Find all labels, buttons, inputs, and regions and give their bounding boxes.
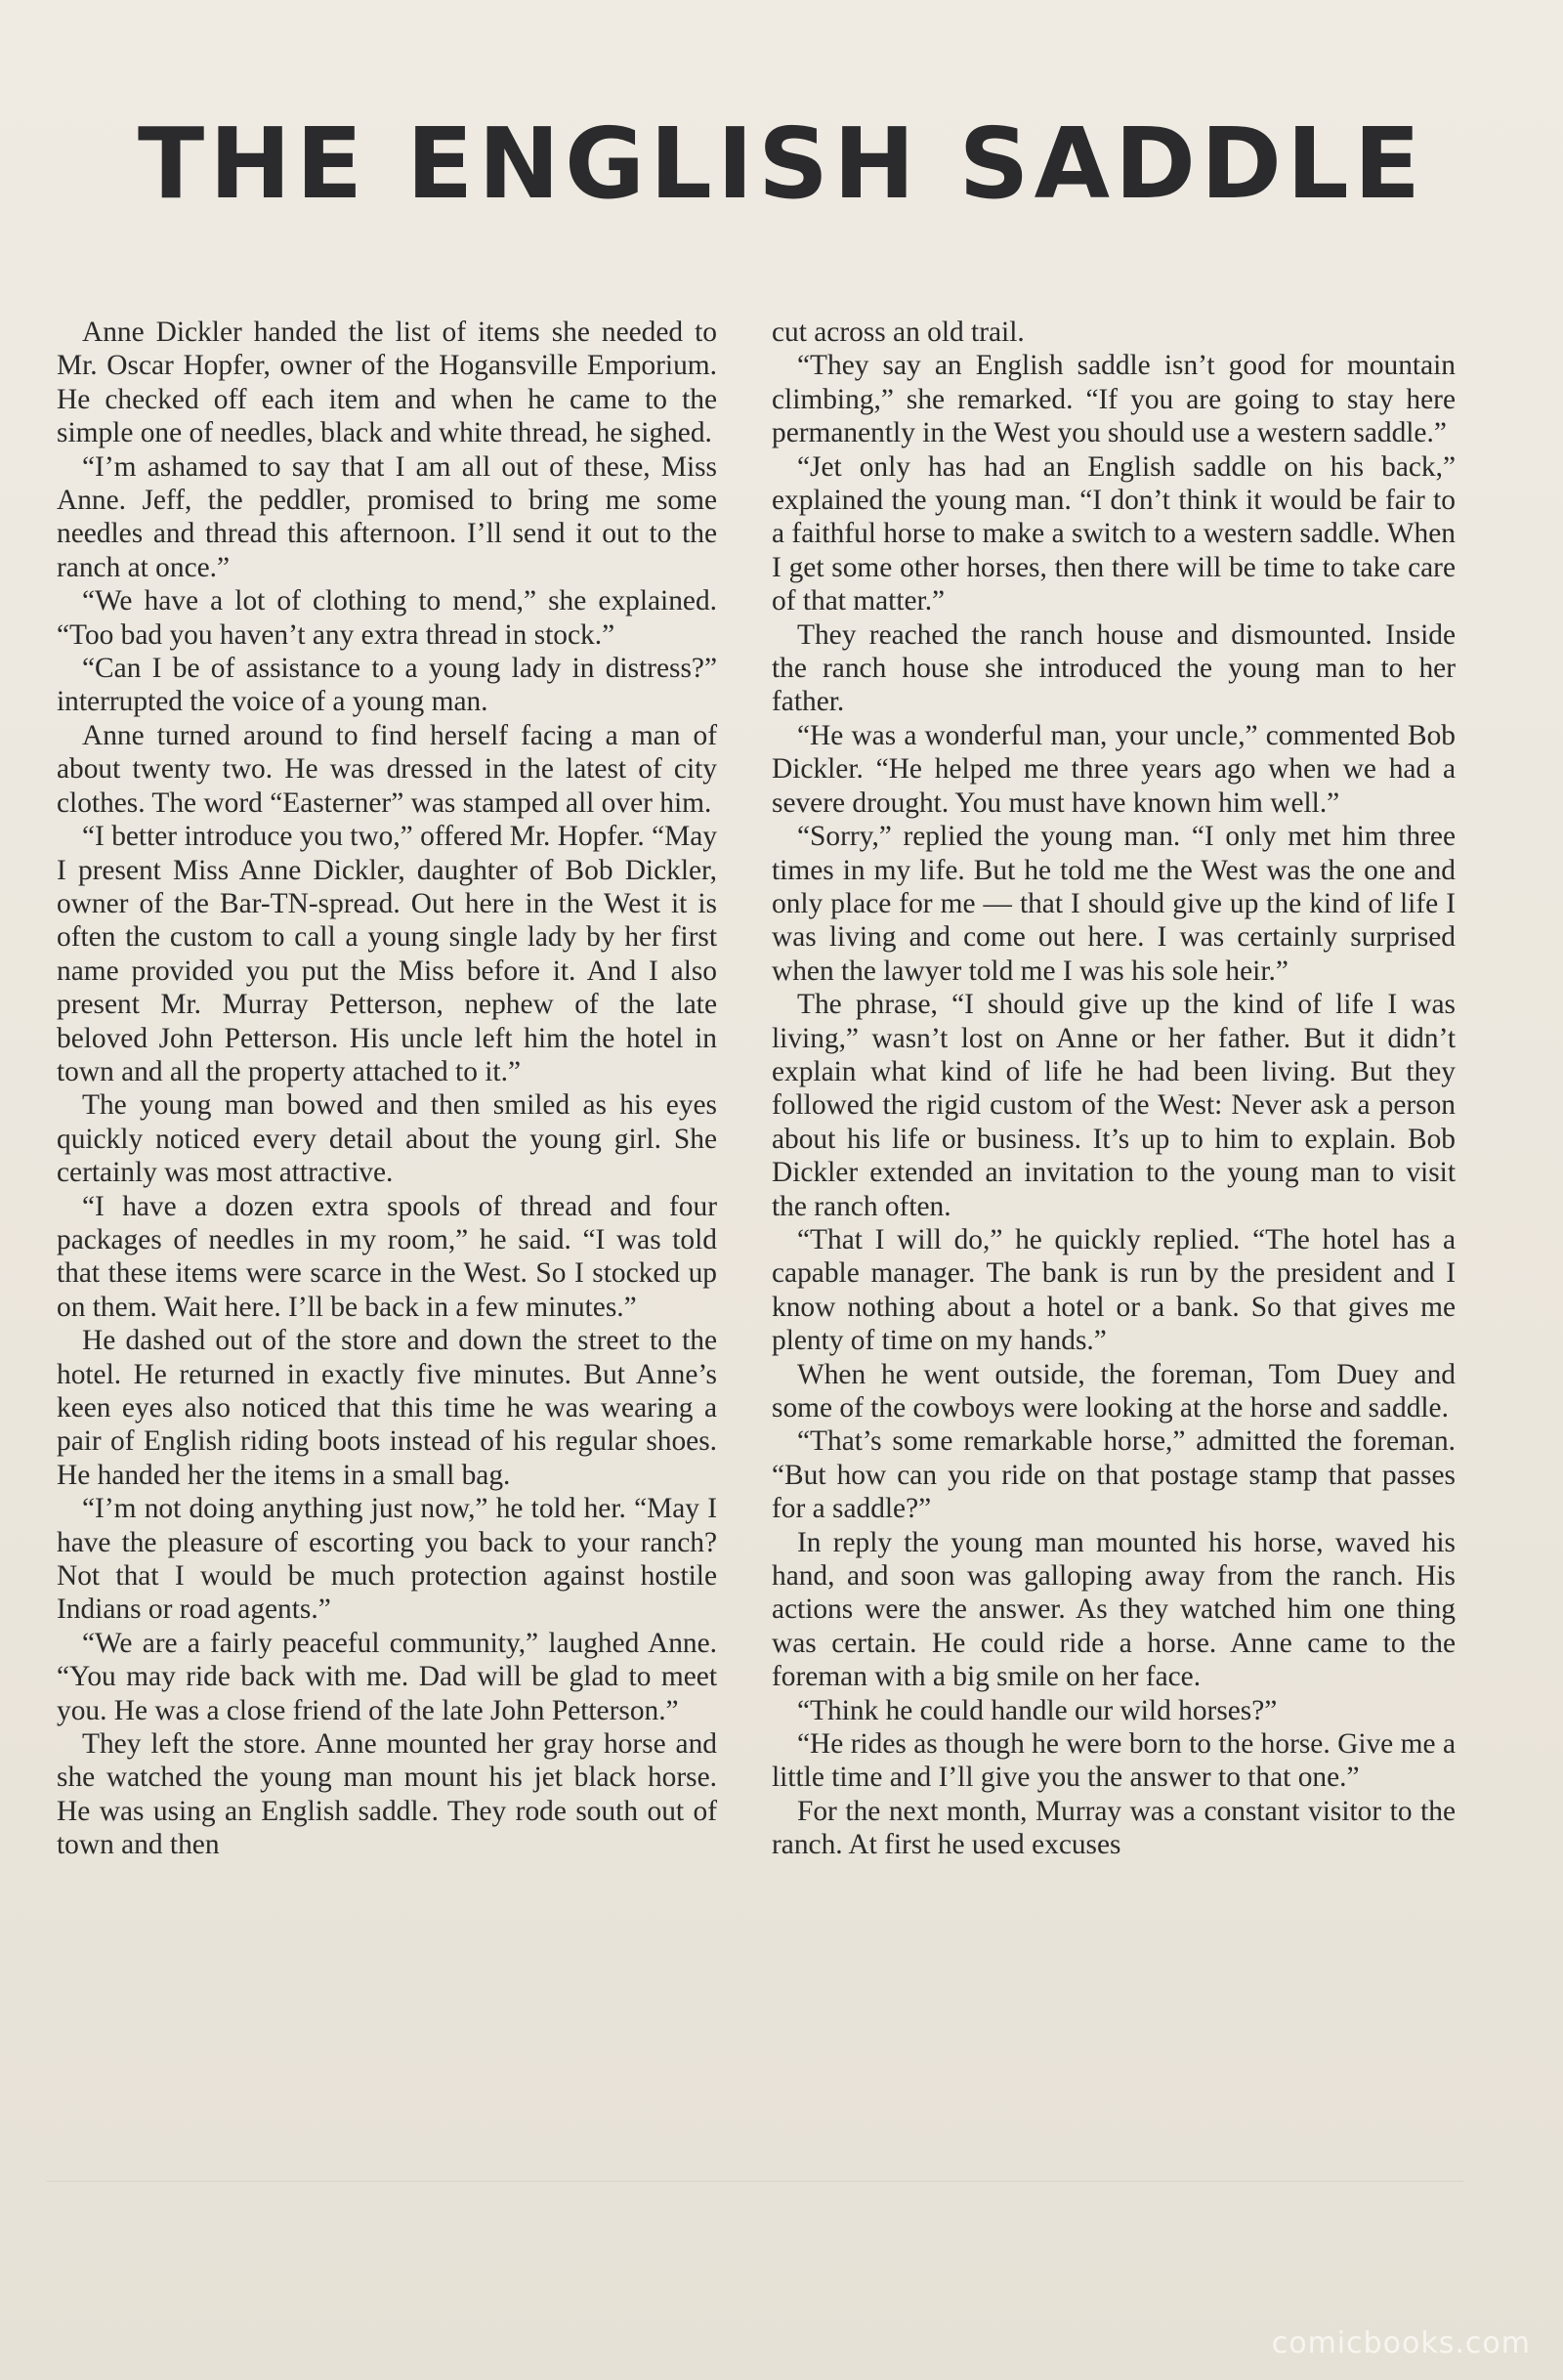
paragraph: “They say an English saddle isn’t good for mountain climbing,” she remarked. “If you are going to stay here permanently in the West you should use a western saddle.” — [772, 350, 1456, 449]
paragraph: “He was a wonderful man, your uncle,” commented Bob Dickler. “He helped me three years ago when we had a severe drought. You must have known him well.” — [772, 719, 1456, 819]
paragraph: They left the store. Anne mounted her gray horse and she watched the young man mount his jet black horse. He was using an English saddle. They rode south out of town and then — [57, 1728, 717, 1861]
right-column — [772, 316, 1456, 1862]
paragraph: “We are a fairly peaceful community,” laughed Anne. “You may ride back with me. Dad will be glad to meet you. He was a close friend of the late John Petterson.” — [57, 1627, 717, 1726]
paragraph: When he went outside, the foreman, Tom Duey and some of the cowboys were looking at the horse and saddle. — [772, 1358, 1456, 1424]
paragraph: “I’m ashamed to say that I am all out of these, Miss Anne. Jeff, the peddler, promised to bring me some needles and thread this afternoon. I’ll send it out to the ranch at once.” — [57, 450, 717, 583]
bottom-divider — [47, 2181, 1463, 2182]
paragraph: In reply the young man mounted his horse, waved his hand, and soon was galloping away from the ranch. His actions were the answer. As they watched him one thing was certain. He could ride a horse. Anne came to the foreman with a big smile on her face. — [772, 1526, 1456, 1693]
paragraph: “Jet only has had an English saddle on his back,” explained the young man. “I don’t think it would be fair to a faithful horse to make a switch to a western saddle. When I get some other horses, then there will be time to take care of that matter.” — [772, 450, 1456, 617]
paragraph: Anne turned around to find herself facing a man of about twenty two. He was dressed in the latest of city clothes. The word “Easterner” was stamped all over him. — [57, 719, 717, 819]
paragraph: “That’s some remarkable horse,” admitted the foreman. “But how can you ride on that postage stamp that passes for a saddle?” — [772, 1425, 1456, 1525]
paragraph: “We have a lot of clothing to mend,” she explained. “Too bad you haven’t any extra thread in stock.” — [57, 585, 717, 651]
paragraph: Anne Dickler handed the list of items she needed to Mr. Oscar Hopfer, owner of the Hogansville Emporium. He checked off each item and when he came to the simple one of needles, black and white thread, he sighed. — [57, 317, 717, 449]
paragraph: “I have a dozen extra spools of thread and four packages of needles in my room,” he said. “I was told that these items were scarce in the West. So I stocked up on them. Wait here. I’ll be back in a few minutes.” — [57, 1190, 717, 1323]
paragraph: “Think he could handle our wild horses?” — [797, 1694, 1278, 1726]
left-column — [57, 316, 717, 1862]
paragraph: He dashed out of the store and down the street to the hotel. He returned in exactly five minutes. But Anne’s keen eyes also noticed that this time he was wearing a pair of English riding boots instead of his regular shoes. He handed her the items in a small bag. — [57, 1325, 717, 1491]
paragraph: “I better introduce you two,” offered Mr. Hopfer. “May I present Miss Anne Dickler, daughter of Bob Dickler, owner of the Bar-TN-spread. Out here in the West it is often the custom to call a young single lady by her first name provided you put the Miss before it. And I also present Mr. Murray Petterson, nephew of the late beloved John Petterson. His uncle left him the hotel in town and all the property attached to it.” — [57, 821, 717, 1087]
paragraph: “That I will do,” he quickly replied. “The hotel has a capable manager. The bank is run by the president and I know nothing about a hotel or a bank. So that gives me plenty of time on my hands.” — [772, 1223, 1456, 1357]
paragraph: The young man bowed and then smiled as his eyes quickly noticed every detail about the young girl. She certainly was most attractive. — [57, 1089, 717, 1189]
paragraph: The phrase, “I should give up the kind of life I was living,” wasn’t lost on Anne or her father. But it didn’t explain what kind of life he had been living. But they followed the rigid custom of the West: Never ask a person about his life or business. It’s up to him to explain. Bob Dickler extended an invitation to the young man to visit the ranch often. — [772, 989, 1456, 1222]
paragraph: They reached the ranch house and dismounted. Inside the ranch house she introduced the young man to her father. — [772, 618, 1456, 718]
paragraph-continuation: cut across an old trail. — [772, 317, 1025, 348]
story-title: THE ENGLISH SADDLE — [137, 106, 1426, 221]
paragraph: For the next month, Murray was a constant visitor to the ranch. At first he used excuses — [772, 1795, 1456, 1861]
paragraph: “Sorry,” replied the young man. “I only met him three times in my life. But he told me the West was the one and only place for me — that I should give up the kind of life I was living and come out here. I was certainly surprised when the lawyer told me I was his sole heir.” — [772, 821, 1456, 987]
paragraph: “I’m not doing anything just now,” he told her. “May I have the pleasure of escorting you back to your ranch? Not that I would be much protection against hostile Indians or road agents.” — [57, 1493, 717, 1626]
paragraph: “Can I be of assistance to a young lady in distress?” interrupted the voice of a young man. — [57, 653, 717, 718]
watermark: comicbooks.com — [1271, 2326, 1531, 2360]
paragraph: “He rides as though he were born to the horse. Give me a little time and I’ll give you the answer to that one.” — [772, 1728, 1456, 1794]
